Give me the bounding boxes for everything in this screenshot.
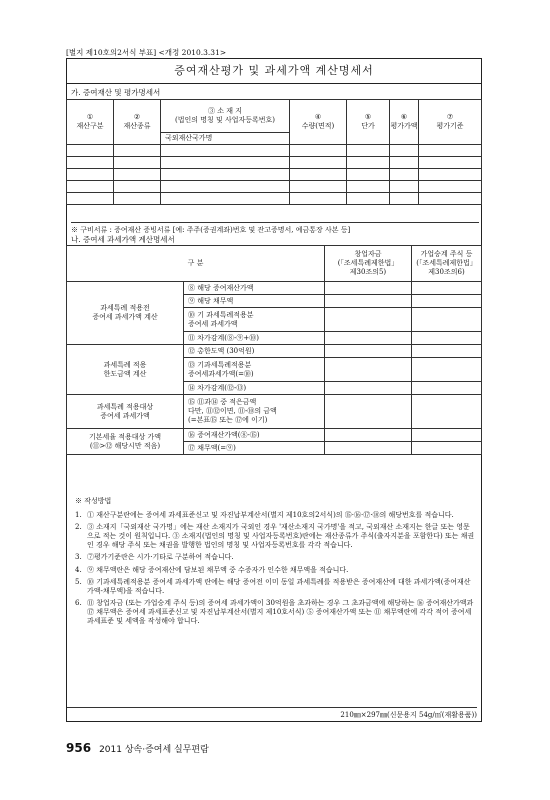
asset-table: [66, 99, 482, 205]
table-cell[interactable]: [67, 181, 114, 193]
table-cell[interactable]: [67, 157, 114, 169]
row-9: ⑨ 해당 채무액: [184, 295, 325, 308]
instruction-item: 4. ⑨ 채무액란은 해당 증여재산에 담보된 채무액 중 수증자가 인수한 채무액을 적습니다.: [75, 565, 349, 574]
instruction-item: 2. ③ 소재지「국외재산 국가명」에는 재산 소재지가 국외인 경우 '재산소재지 국가명'을 적고, 국외재산 소재지는 한글 또는 영문으로 적는 것이 원칙입니다. ③ 소재지(법인의 명칭 및 사업자등록번호)란에는 재산종류가 주식(출자지분을 포함한다) 또는 채권인 경우 해당 주식 또는 채권을 발행한 법인의 명칭 및 사업자등록번호를 각각 적습니다.: [75, 523, 475, 550]
table-cell[interactable]: [67, 193, 114, 205]
col-asset-kind: ② 재산종류: [114, 100, 161, 145]
instruction-item: 1. ① 재산구분란에는 증여세 과세표준신고 및 자진납부계산서(별지 제10호의2서식)의 ⑮·⑯·⑰·⑱의 해당번호를 적습니다.: [75, 511, 454, 520]
instruction-item: 3. ⑦평가기준란은 시가·기타로 구분하여 적습니다.: [75, 553, 234, 562]
form-sheet: [66, 58, 482, 722]
form-title: 증여재산평가 및 과세가액 계산명세서: [67, 59, 481, 84]
group-special-target: 과세특례 적용대상 증여세 과세가액: [67, 395, 184, 429]
instructions: [75, 497, 475, 629]
page-footer: 956 2011 상속·증여세 실무편람: [66, 741, 209, 755]
group-pre-special: 과세특례 적용전 증여세 과세가액 계산: [67, 282, 184, 345]
row-10: ⑩ 기 과세특례적용분 증여세 과세가액: [184, 308, 325, 332]
instruction-item: 5. ⑩ 기과세특례적용분 증여세 과세가액 란에는 해당 증여전 이미 동일 과세특례를 적용받은 증여재산에 대한 과세가액(증여재산가액-채무액)을 적습니다.: [75, 577, 471, 595]
row-15: ⑮ ⑪과⑭ 중 적은금액 다만, ⑪⑫이면, ⑪-⑩의 금액 (=본표⑮ 또는 ⑰에 이기): [184, 395, 325, 429]
section-b-label: 나. 증여세 과세가액 계산명세서: [71, 235, 175, 244]
row-8: ⑧ 해당 증여재산가액: [184, 282, 325, 295]
instructions-title: ※ 작성방법: [75, 497, 112, 505]
instruction-item: 6. ⑪ 창업자금 (또는 가업승계 주식 등)의 증여세 과세가액이 30억원을 초과하는 경우 그 초과금액에 해당하는 ⑯ 증여재산가액과 ⑰ 채무액은 증여세 과세표준신고 및 자진납부계산서(별지 제10호서식) ⑤ 증여재산가액 또는 ⑪ 채무액란에 각각 적어 증여세 과세표준 및 세액을 작성해야 합니다.: [75, 598, 474, 626]
col-asset-class: ① 재산구분: [67, 100, 114, 145]
paper-spec: 210㎜×297㎜(신문용지 54g/㎡(재활용품)): [67, 707, 477, 720]
col-foreign-country: 국외재산국가명: [161, 133, 290, 145]
row-16: ⑯ 증여재산가액(⑧-⑮): [184, 429, 325, 442]
table-cell[interactable]: [67, 169, 114, 181]
row-17: ⑰ 채무액(=⑨): [184, 442, 325, 455]
form-header: [별지 제10호의2서식 부표] <개정 2010.3.31>: [66, 48, 227, 57]
section-a-label: 가. 증여재산 및 평가명세서: [71, 88, 161, 97]
required-documents-note: ※ 구비서류 : 증여재산 증빙서류 [예: 주주(증권계좌)번호 및 잔고증명서, 예금통장 사본 등]: [71, 222, 479, 235]
page-number: 956: [66, 741, 92, 755]
col-family-business: 가업승계 주식 등 (「조세특례제한법」 제30조의6): [411, 246, 481, 282]
col-unit-price: ⑤ 단가: [347, 100, 390, 145]
tax-calc-table: [66, 245, 482, 455]
table-cell[interactable]: [67, 145, 114, 157]
col-quantity: ④ 수량(면적): [290, 100, 347, 145]
row-11: ⑪ 차가감계(⑧-⑨+⑩): [184, 332, 325, 345]
row-12: ⑫ 총한도액 (30억원): [184, 345, 325, 358]
col-location: ③ 소 재 지 (법인의 명칭 및 사업자등록번호): [161, 100, 290, 133]
col-category: 구 분: [67, 246, 325, 282]
group-basic-rate: 기본세율 적용대상 가액 (⑪>⑫ 해당시만 적음): [67, 429, 184, 455]
col-startup-fund: 창업자금 (「조세특례제한법」 제30조의5): [324, 246, 411, 282]
group-limit: 과세특례 적용 한도금액 계산: [67, 345, 184, 395]
col-valuation-basis: ⑦ 평가기준: [419, 100, 482, 145]
row-13: ⑬ 기과세특례적용분 증여세과세가액(=⑩): [184, 358, 325, 382]
col-valuation: ⑥ 평가가액: [390, 100, 419, 145]
row-14: ⑭ 차가감계(⑫-⑬): [184, 382, 325, 395]
